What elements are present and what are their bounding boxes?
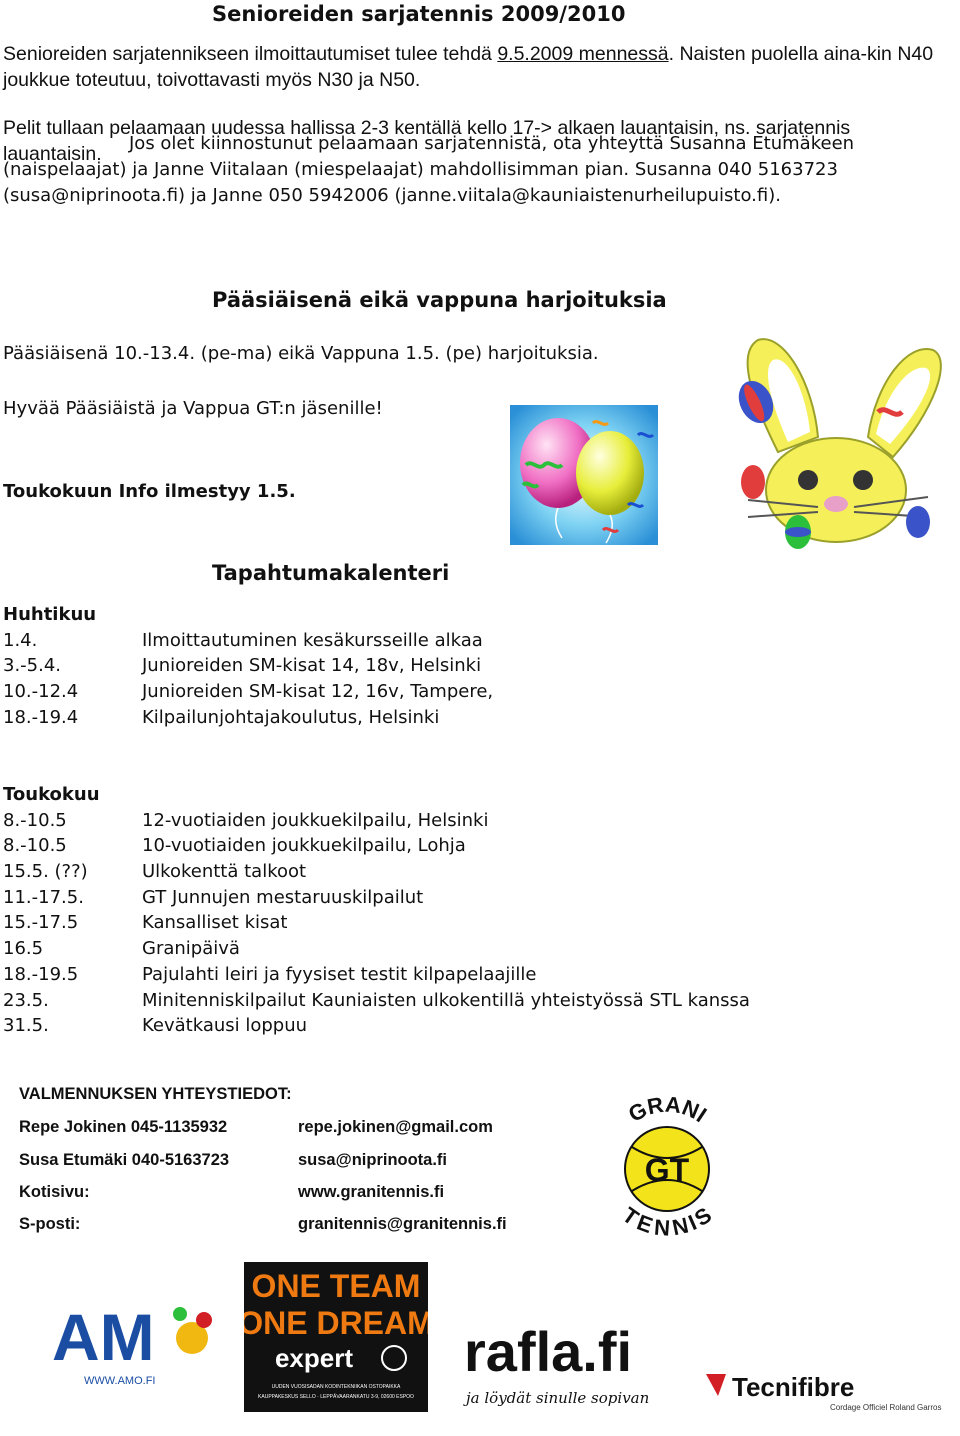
- calendar-row: [3, 988, 903, 1014]
- greeting-text: Hyvää Pääsiäistä ja Vappua GT:n jäsenille!: [3, 398, 383, 419]
- expert-slogan-line1: ONE TEAM: [251, 1268, 421, 1304]
- month-label: Toukokuu: [3, 784, 100, 805]
- event-name: GT Junnujen mestaruuskilpailut: [142, 886, 424, 908]
- grani-logo-bottom-text: TENNIS: [617, 1202, 717, 1241]
- event-date: 8.-10.5: [3, 835, 67, 857]
- grani-logo-gt-text: GT: [644, 1152, 690, 1188]
- event-name: Ilmoittautuminen kesäkursseille alkaa: [142, 629, 483, 651]
- amo-logo: [52, 1290, 222, 1390]
- event-name: Pajulahti leiri ja fyysiset testit kilpapelaajille: [142, 963, 537, 985]
- contact-email-link[interactable]: repe.jokinen@gmail.com: [298, 1118, 493, 1136]
- calendar-row: [3, 936, 903, 962]
- tecnifibre-logo: [700, 1368, 958, 1414]
- expert-slogan-line2: ONE DREAM: [244, 1305, 428, 1341]
- event-name: Junioreiden SM-kisat 12, 16v, Tampere,: [142, 681, 494, 703]
- amo-logo-text: AM: [52, 1300, 155, 1374]
- event-date: 23.5.: [3, 989, 49, 1011]
- contacts-title: VALMENNUKSEN YHTEYSTIEDOT:: [19, 1085, 292, 1103]
- event-date: 15.5. (??): [3, 861, 88, 883]
- event-name: Kilpailunjohtajakoulutus, Helsinki: [142, 706, 440, 728]
- month-label: Huhtikuu: [3, 604, 97, 625]
- paragraph-text: Senioreiden sarjatennikseen ilmoittautumiset tulee tehdä: [3, 43, 498, 65]
- info-notice: Toukokuun Info ilmestyy 1.5.: [3, 481, 296, 502]
- event-name: Kansalliset kisat: [142, 912, 288, 934]
- calendar-title: Tapahtumakalenteri: [212, 561, 450, 585]
- homepage-link[interactable]: www.granitennis.fi: [298, 1183, 445, 1201]
- event-name: 12-vuotiaiden joukkuekilpailu, Helsinki: [142, 809, 489, 831]
- event-name: Ulkokenttä talkoot: [142, 861, 307, 883]
- rafla-logo: [460, 1315, 710, 1415]
- email-link[interactable]: granitennis@granitennis.fi: [298, 1215, 507, 1233]
- rafla-logo-text: rafla.fi: [464, 1320, 633, 1383]
- expert-brand: expert: [274, 1343, 354, 1373]
- expert-small-text: KAUPPAKESKUS SELLO · LEPPÄVAARANKATU 3-9, 02600 ESPOO: [258, 1394, 414, 1400]
- event-name: Minitenniskilpailut Kauniaisten ulkokentillä yhteistyössä STL kanssa: [142, 989, 750, 1011]
- calendar-row: [3, 679, 903, 705]
- tecnifibre-small-text: Cordage Officiel Roland Garros: [830, 1403, 942, 1412]
- contact-label: Kotisivu:: [19, 1183, 90, 1201]
- event-date: 15.-17.5: [3, 912, 79, 934]
- calendar-april: [3, 602, 903, 730]
- contact-label: Susa Etumäki 040-5163723: [19, 1151, 230, 1169]
- event-name: Granipäivä: [142, 938, 240, 960]
- deadline-link[interactable]: 9.5.2009 mennessä: [497, 43, 669, 65]
- event-date: 18.-19.4: [3, 706, 79, 728]
- section-title-senior-league: Senioreiden sarjatennis 2009/2010: [212, 2, 626, 26]
- calendar-row: [3, 628, 903, 654]
- event-name: Kevätkausi loppuu: [142, 1015, 308, 1037]
- expert-small-text: UUDEN VUOSISADAN KODINTEKNIIKAN OSTOPAIKKA: [271, 1384, 401, 1390]
- calendar-row: [3, 653, 903, 679]
- event-date: 10.-12.4: [3, 681, 79, 703]
- calendar-row: [3, 1013, 903, 1039]
- calendar-row: [3, 859, 903, 885]
- calendar-row: [3, 833, 903, 859]
- month-heading: [3, 782, 903, 808]
- calendar-row: [3, 885, 903, 911]
- event-date: 8.-10.5: [3, 809, 67, 831]
- coaching-contacts: [19, 1085, 579, 1245]
- rafla-slogan: ja löydät sinulle sopivan: [466, 1389, 650, 1407]
- contact-email-link[interactable]: susa@niprinoota.fi: [298, 1151, 448, 1169]
- grani-logo-top-text: GRANI: [624, 1091, 712, 1128]
- balloons-image: [498, 405, 670, 550]
- contact-label: S-posti:: [19, 1215, 81, 1233]
- amo-url: WWW.AMO.FI: [84, 1375, 156, 1387]
- calendar-row: [3, 910, 903, 936]
- calendar-may: [3, 782, 903, 1039]
- event-date: 16.5: [3, 938, 44, 960]
- calendar-row: [3, 962, 903, 988]
- event-date: 3.-5.4.: [3, 655, 62, 677]
- contact-paragraph: Jos olet kiinnostunut pelaamaan sarjatennistä, ota yhteyttä Susanna Etumäkeen (naispelaajat) ja Janne Viitalaan (miespelaajat) mahdollisimman pian. Susanna 040 5163723 (susa@niprinoota.fi) ja Janne 050 5942006 (janne.viitala@kauniaistenurheilupuisto.fi).: [3, 133, 855, 206]
- event-name: 10-vuotiaiden joukkuekilpailu, Lohja: [142, 835, 466, 857]
- event-date: 18.-19.5: [3, 963, 79, 985]
- paragraph-text: Pelit tullaan pelaamaan uudessa hallissa 2-3 kentällä kello 17-> alkaen lauantaisin, ns. sarjatennis lauantaisin.: [3, 117, 851, 165]
- easter-bunny-image: [718, 332, 956, 554]
- grani-tennis-logo: [592, 1087, 742, 1247]
- paragraph-text: . Naisten puolella aina-kin N40 joukkue toteutuu, toivottavasti myös N30 ja N50.: [3, 43, 934, 91]
- event-date: 1.4.: [3, 629, 38, 651]
- easter-notice: Pääsiäisenä 10.-13.4. (pe-ma) eikä Vappuna 1.5. (pe) harjoituksia.: [3, 343, 599, 364]
- month-heading: [3, 602, 903, 628]
- event-date: 31.5.: [3, 1015, 49, 1037]
- tecnifibre-logo-text: Tecnifibre: [732, 1372, 855, 1402]
- event-date: 11.-17.5.: [3, 886, 84, 908]
- contact-label: Repe Jokinen 045-1135932: [19, 1118, 228, 1136]
- calendar-row: [3, 705, 903, 731]
- calendar-row: [3, 808, 903, 834]
- section-title-easter: Pääsiäisenä eikä vappuna harjoituksia: [212, 288, 667, 312]
- expert-logo: [244, 1262, 428, 1412]
- event-name: Junioreiden SM-kisat 14, 18v, Helsinki: [142, 655, 482, 677]
